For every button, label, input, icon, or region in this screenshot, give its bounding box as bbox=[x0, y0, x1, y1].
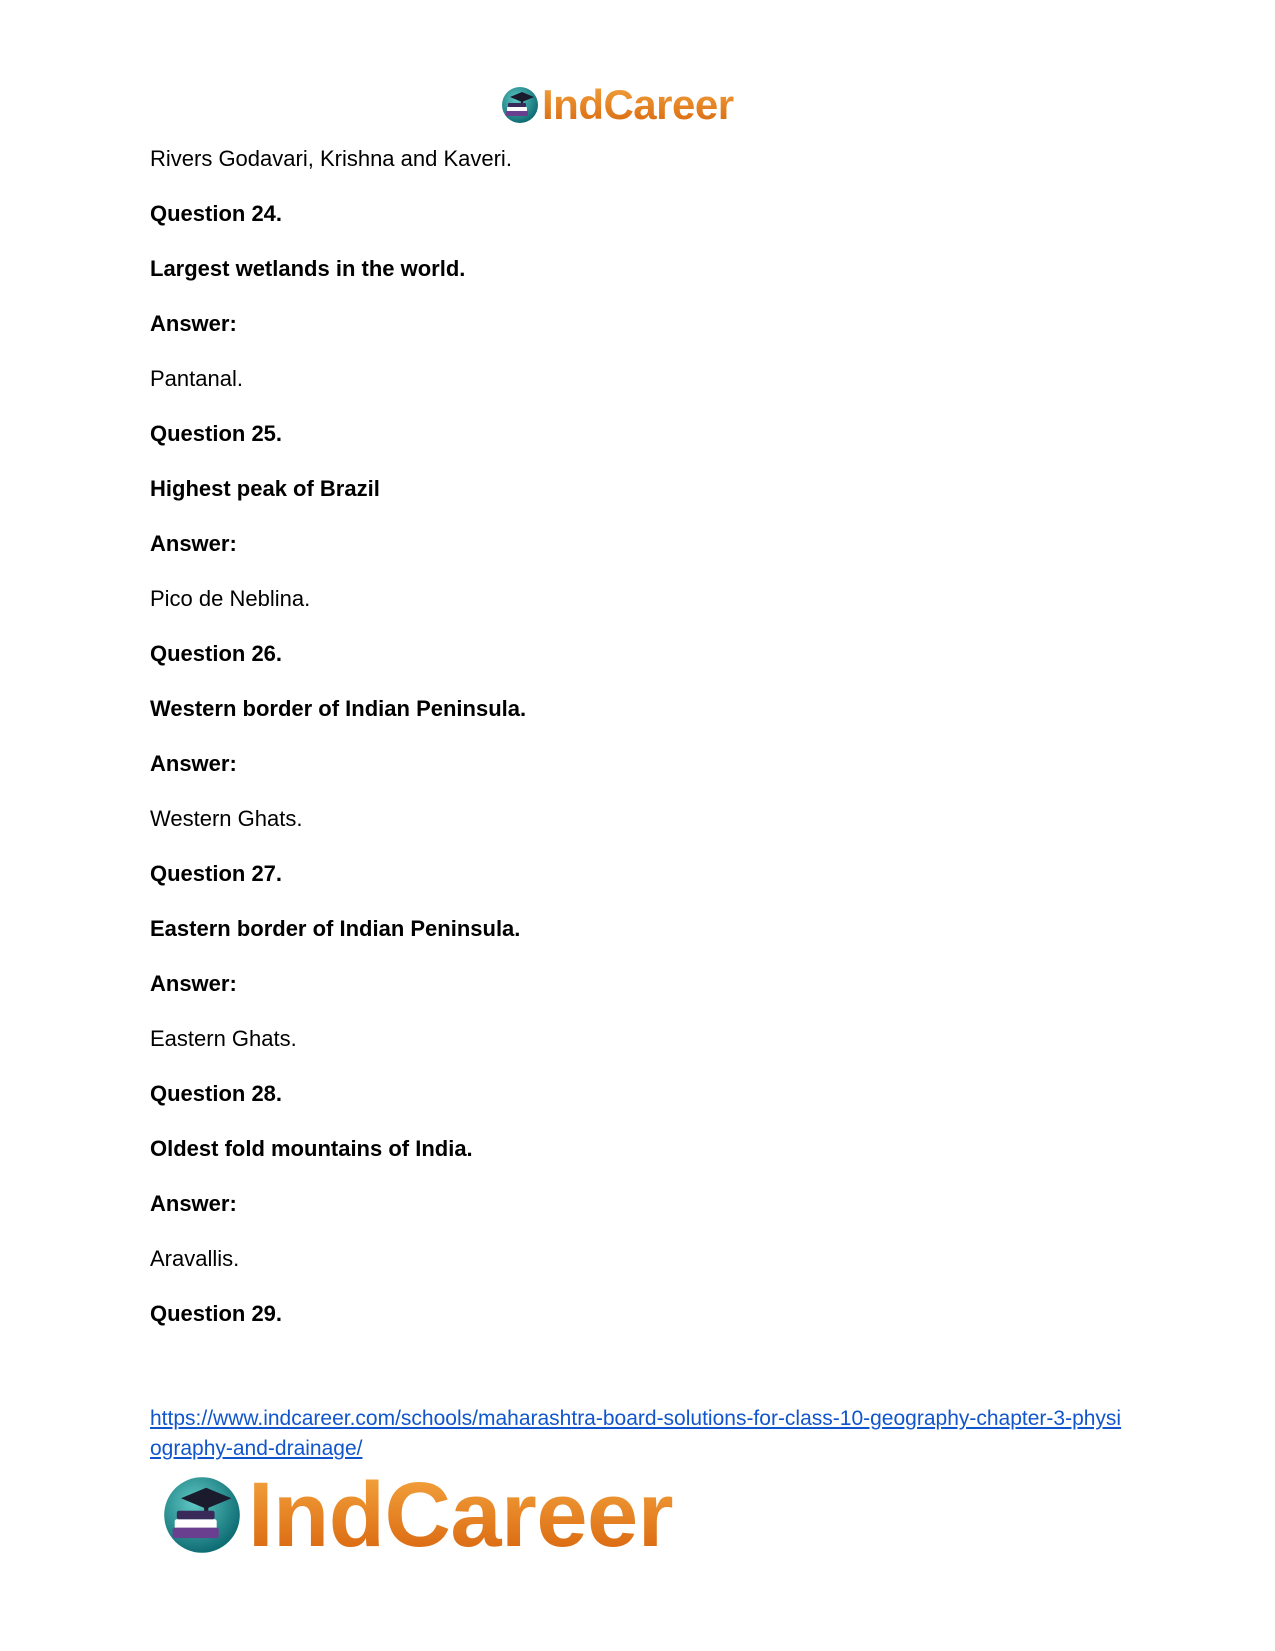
document-body bbox=[150, 146, 1130, 1356]
answer-text: Eastern Ghats. bbox=[150, 1026, 297, 1051]
answer-text: Pico de Neblina. bbox=[150, 586, 311, 611]
answer-text: Western Ghats. bbox=[150, 806, 303, 831]
answer-label: Answer: bbox=[150, 751, 237, 776]
answer-label: Answer: bbox=[150, 531, 237, 556]
footer-logo bbox=[160, 1465, 720, 1565]
question-number: Question 26. bbox=[150, 641, 283, 666]
header-logo-text: IndCareer bbox=[542, 81, 734, 128]
question-number: Question 27. bbox=[150, 861, 283, 886]
question-number: Question 24. bbox=[150, 201, 283, 226]
answer-text: Aravallis. bbox=[150, 1246, 240, 1271]
question-text: Largest wetlands in the world. bbox=[150, 256, 466, 281]
header-logo bbox=[500, 80, 780, 130]
globe-book-icon bbox=[500, 85, 540, 125]
question-text: Oldest fold mountains of India. bbox=[150, 1136, 473, 1161]
question-text: Highest peak of Brazil bbox=[150, 476, 380, 501]
footer-logo-text: IndCareer bbox=[248, 1464, 673, 1566]
question-text: Eastern border of Indian Peninsula. bbox=[150, 916, 521, 941]
answer-text: Rivers Godavari, Krishna and Kaveri. bbox=[150, 146, 512, 171]
question-number: Question 25. bbox=[150, 421, 283, 446]
globe-book-icon bbox=[160, 1473, 244, 1557]
question-number: Question 29. bbox=[150, 1301, 283, 1326]
answer-label: Answer: bbox=[150, 971, 237, 996]
answer-label: Answer: bbox=[150, 311, 237, 336]
source-url-link[interactable]: https://www.indcareer.com/schools/maharashtra-board-solutions-for-class-10-geography-chapter-3-physiography-and-drainage/ bbox=[150, 1407, 1122, 1460]
answer-label: Answer: bbox=[150, 1191, 237, 1216]
question-text: Western border of Indian Peninsula. bbox=[150, 696, 527, 721]
answer-text: Pantanal. bbox=[150, 366, 243, 391]
question-number: Question 28. bbox=[150, 1081, 283, 1106]
